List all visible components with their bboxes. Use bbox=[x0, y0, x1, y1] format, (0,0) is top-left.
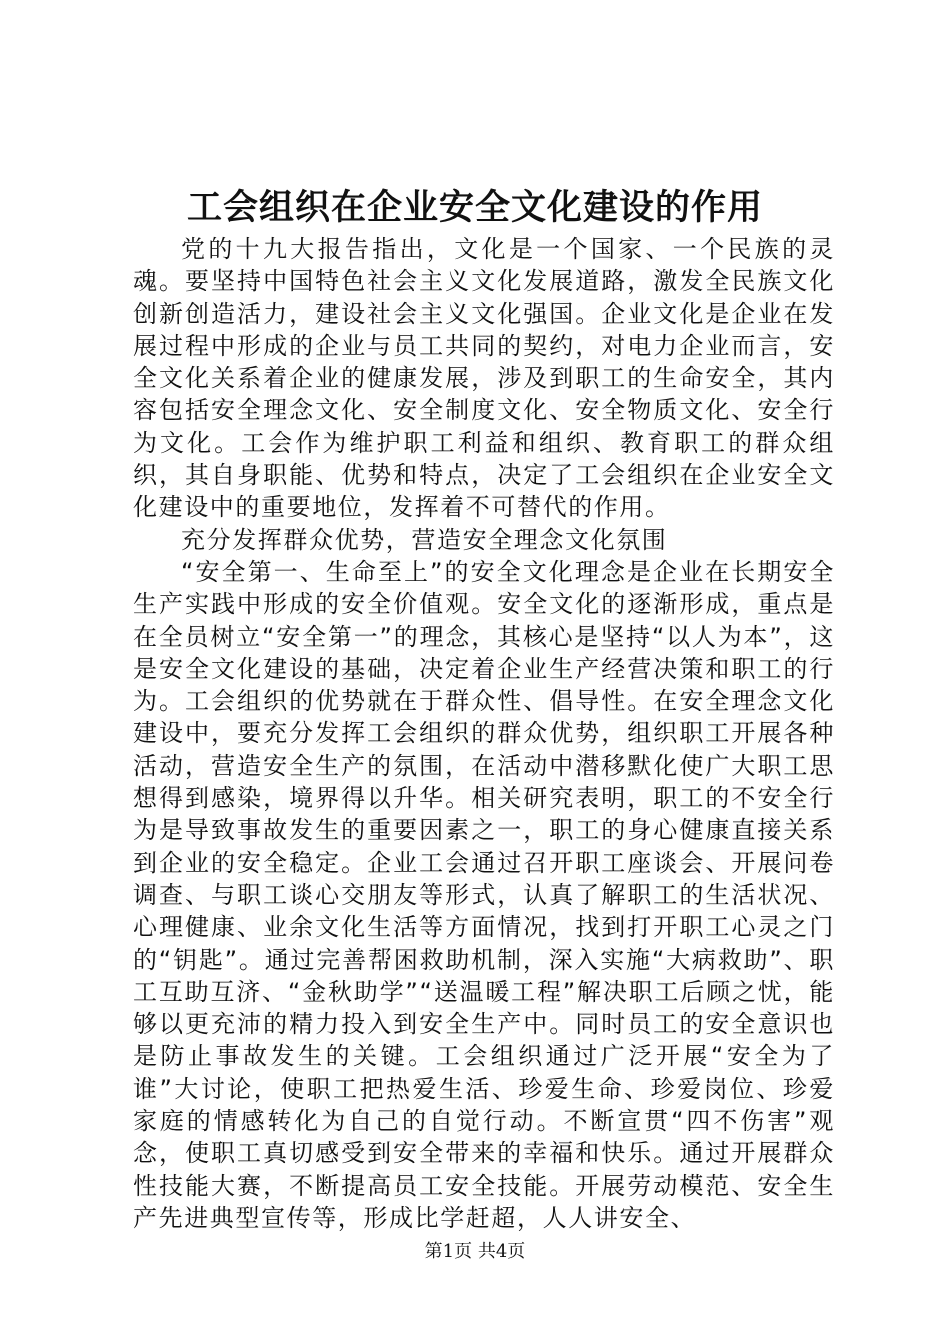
document-title: 工会组织在企业安全文化建设的作用 bbox=[186, 187, 763, 228]
section-heading: 充分发挥群众优势，营造安全理念文化氛围 bbox=[181, 525, 668, 554]
body-paragraph-section: “安全第一、生命至上”的安全文化理念是企业在长期安全生产实践中形成的安全价值观。安全文化的逐渐形成，重点是在全员树立“安全第一”的理念，其核心是坚持“以人为本”，这是安全文化建设的基础，决定着企业生产经营决策和职工的行为。工会组织的优势就在于群众性、倡导性。在安全理念文化建设中，要充分发挥工会组织的群众优势，组织职工开展各种活动，营造安全生产的氛围，在活动中潜移默化使广大职工思想得到感染，境界得以升华。相关研究表明，职工的不安全行为是导致事故发生的重要因素之一，职工的身心健康直接关系到企业的安全稳定。企业工会通过召开职工座谈会、开展问卷调查、与职工谈心交朋友等形式，认真了解职工的生活状况、心理健康、业余文化生活等方面情况，找到打开职工心灵之门的“钥匙”。通过完善帮困救助机制，深入实施“大病救助”、职工互助互济、“金秋助学”“送温暖工程”解决职工后顾之忧，能够以更充沛的精力投入到安全生产中。同时员工的安全意识也是防止事故发生的关键。工会组织通过广泛开展“安全为了谁”大讨论，使职工把热爱生活、珍爱生命、珍爱岗位、珍爱家庭的情感转化为自己的自觉行动。不断宣贯“四不伤害”观念，使职工真切感受到安全带来的幸福和快乐。通过开展群众性技能大赛，不断提高员工安全技能。开展劳动模范、安全生产先进典型宣传等，形成比学赶超，人人讲安全、 bbox=[133, 557, 835, 1232]
page-number-footer: 第1页 共4页 bbox=[424, 1241, 526, 1262]
document-body bbox=[133, 233, 835, 1234]
body-paragraph-intro: 党的十九大报告指出，文化是一个国家、一个民族的灵魂。要坚持中国特色社会主义文化发展道路，激发全民族文化创新创造活力，建设社会主义文化强国。企业文化是企业在发展过程中形成的企业与员工共同的契约，对电力企业而言，安全文化关系着企业的健康发展，涉及到职工的生命安全，其内容包括安全理念文化、安全制度文化、安全物质文化、安全行为文化。工会作为维护职工利益和组织、教育职工的群众组织，其自身职能、优势和特点，决定了工会组织在企业安全文化建设中的重要地位，发挥着不可替代的作用。 bbox=[133, 235, 835, 522]
